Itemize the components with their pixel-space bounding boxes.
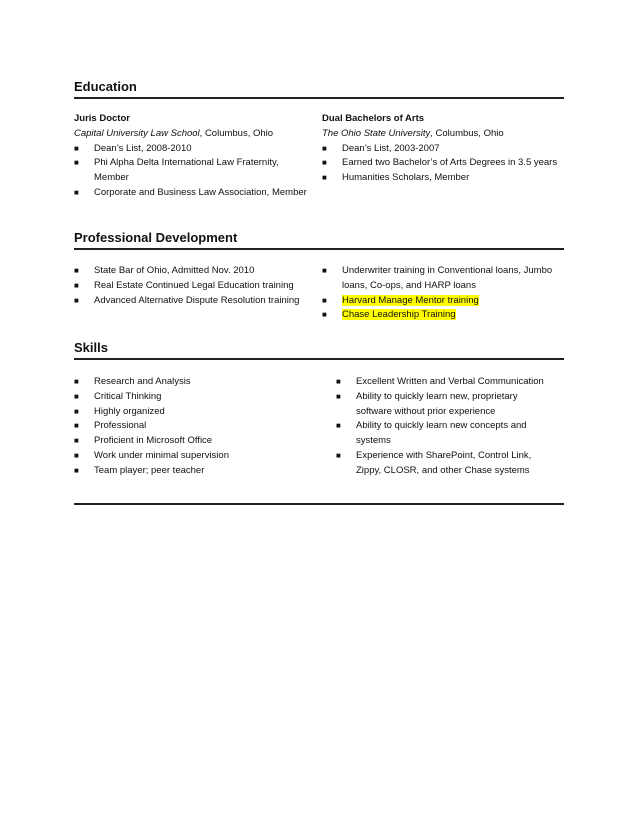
list-item: ■ Phi Alpha Delta International Law Fraternity, Member: [74, 157, 279, 184]
list-item: ■ Humanities Scholars, Member: [322, 171, 562, 186]
square-bullet-icon: ■: [74, 436, 79, 446]
list-item: ■ Dean’s List, 2008-2010: [74, 142, 314, 157]
list-item: ■ Underwriter training in Conventional loans, Jumbo loans, Co-ops, and HARP loans: [322, 265, 553, 291]
square-bullet-icon: ■: [74, 465, 79, 475]
list-item: [322, 294, 562, 309]
section-divider: [74, 97, 564, 99]
highlighted-text: Chase Leadership Training: [342, 309, 456, 321]
professional-development-right-column: [322, 264, 562, 323]
square-bullet-icon: ■: [74, 406, 79, 416]
square-bullet-icon: ■: [74, 158, 79, 168]
section-title-professional-development: Professional Development: [74, 230, 238, 245]
education-left-column: [74, 112, 314, 201]
skills-section: [74, 340, 564, 505]
square-bullet-icon: ■: [74, 280, 79, 290]
professional-development-right-list: [322, 264, 562, 323]
skills-left-list: [74, 375, 314, 479]
professional-development-section: [74, 230, 564, 334]
square-bullet-icon: ■: [74, 266, 79, 275]
list-item: ■ Corporate and Business Law Association, Member: [74, 186, 314, 201]
square-bullet-icon: ■: [322, 158, 327, 168]
list-item: ■ Highly organized: [74, 405, 314, 420]
skills-right-column: [336, 375, 556, 479]
list-item: ■ Advanced Alternative Dispute Resolution training: [74, 294, 314, 309]
highlighted-text: Harvard Manage Mentor training: [342, 294, 479, 306]
school-name: The Ohio State University: [322, 127, 431, 139]
square-bullet-icon: ■: [74, 450, 79, 460]
skills-left-column: [74, 375, 314, 479]
list-item: ■ State Bar of Ohio, Admitted Nov. 2010: [74, 264, 314, 279]
square-bullet-icon: ■: [322, 266, 327, 275]
square-bullet-icon: ■: [322, 143, 327, 153]
square-bullet-icon: ■: [336, 450, 341, 460]
school-line: [74, 127, 314, 142]
list-item: ■ Critical Thinking: [74, 390, 314, 405]
degree-title: Juris Doctor: [74, 113, 130, 124]
school-line: [322, 127, 562, 142]
section-divider: [74, 358, 564, 360]
square-bullet-icon: ■: [74, 187, 79, 197]
square-bullet-icon: ■: [322, 295, 327, 305]
list-item: ■ Ability to quickly learn new, proprietary software without prior experience: [336, 390, 518, 417]
square-bullet-icon: ■: [74, 391, 79, 401]
square-bullet-icon: ■: [336, 421, 341, 431]
school-location: , Columbus, Ohio: [430, 127, 504, 139]
list-item: ■ Proficient in Microsoft Office: [74, 434, 314, 449]
list-item: ■ Earned two Bachelor’s of Arts Degrees in 3.5 years: [322, 156, 562, 171]
section-title-skills: Skills: [74, 340, 108, 355]
list-item: ■ Work under minimal supervision: [74, 449, 314, 464]
list-item: ■ Excellent Written and Verbal Communication: [336, 375, 556, 390]
square-bullet-icon: ■: [74, 421, 79, 431]
education-section: [74, 79, 564, 222]
school-location: , Columbus, Ohio: [199, 127, 274, 139]
list-item: ■ Research and Analysis: [74, 375, 314, 390]
section-title-education: Education: [74, 79, 137, 94]
list-item: ■ Ability to quickly learn new concepts and systems: [336, 420, 527, 447]
list-item: ■ Dean’s List, 2003-2007: [322, 142, 562, 157]
education-left-list: [74, 142, 314, 201]
professional-development-left-column: [74, 264, 314, 308]
square-bullet-icon: ■: [74, 295, 79, 305]
education-right-list: [322, 142, 562, 186]
skills-right-list: [336, 375, 556, 479]
list-item: ■ Experience with SharePoint, Control Link, Zippy, CLOSR, and other Chase systems: [336, 449, 532, 476]
section-divider: [74, 248, 564, 250]
school-name: Capital University Law School: [74, 127, 200, 139]
professional-development-left-list: [74, 264, 314, 308]
degree-title: Dual Bachelors of Arts: [322, 113, 425, 124]
list-item: ■ Real Estate Continued Legal Education training: [74, 279, 314, 294]
list-item: [322, 308, 562, 323]
square-bullet-icon: ■: [322, 310, 327, 320]
square-bullet-icon: ■: [336, 377, 341, 386]
list-item: ■ Professional: [74, 419, 314, 434]
square-bullet-icon: ■: [74, 143, 79, 153]
education-right-column: [322, 112, 562, 186]
square-bullet-icon: ■: [74, 377, 79, 386]
square-bullet-icon: ■: [336, 391, 341, 401]
square-bullet-icon: ■: [322, 173, 327, 183]
bottom-divider: [74, 503, 564, 505]
list-item: ■ Team player; peer teacher: [74, 464, 314, 479]
